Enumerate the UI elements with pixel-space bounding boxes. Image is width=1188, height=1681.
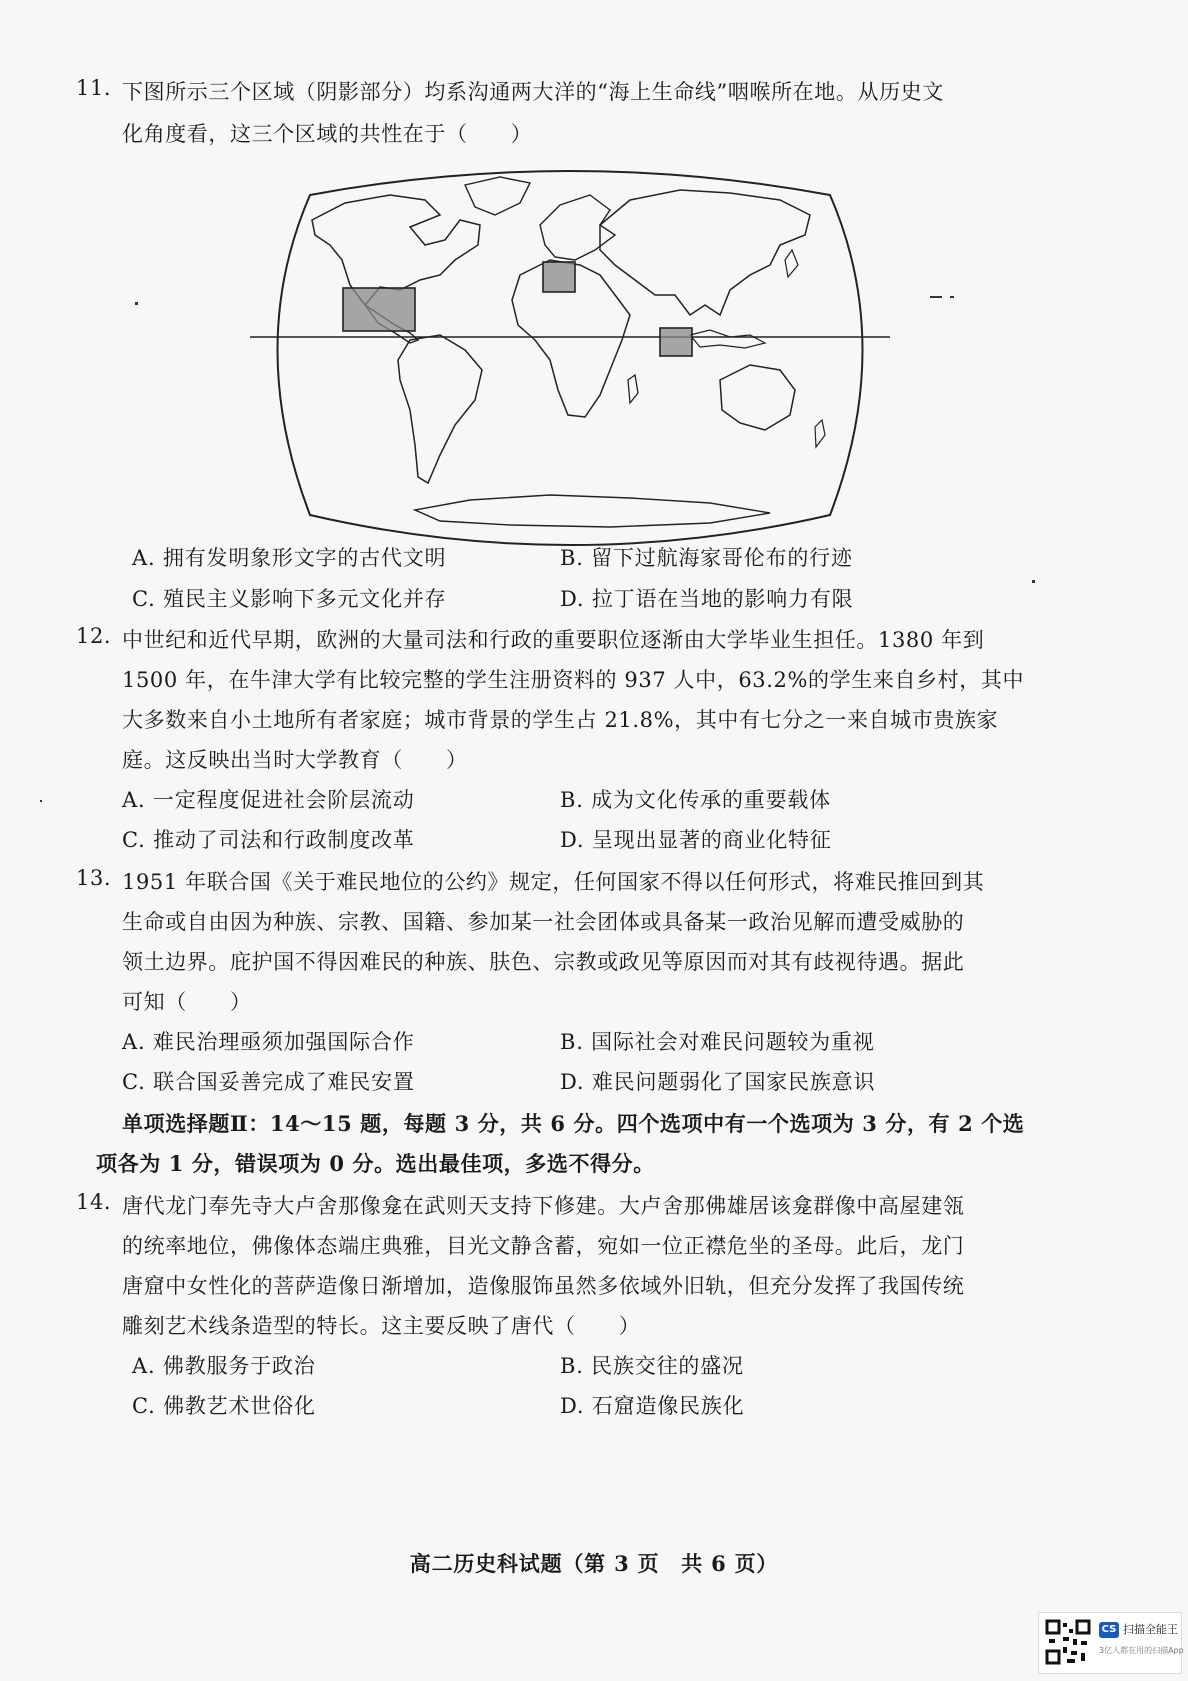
continent-antarctica [415, 495, 770, 527]
question-11-option-c: C. 殖民主义影响下多元文化并存 [132, 587, 447, 611]
question-14-option-c: C. 佛教艺术世俗化 [132, 1394, 316, 1418]
question-14-option-b: B. 民族交往的盛况 [560, 1354, 744, 1378]
region-malacca-box [660, 328, 692, 356]
continent-south-america [398, 335, 482, 483]
landmass-madagascar [628, 375, 638, 403]
question-12-stem-line-1: 中世纪和近代早期，欧洲的大量司法和行政的重要职位逐渐由大学毕业生担任。1380 年到 [122, 628, 985, 652]
question-13-option-d: D. 难民问题弱化了国家民族意识 [560, 1070, 876, 1094]
scanner-app-tagline: 3亿人都在用的扫描App [1099, 1646, 1184, 1655]
question-11-stem-line-2: 化角度看，这三个区域的共性在于（ ） [122, 122, 533, 146]
world-map-svg [250, 165, 890, 560]
question-13-stem-line-1: 1951 年联合国《关于难民地位的公约》规定，任何国家不得以任何形式，将难民推回到其 [122, 870, 985, 894]
question-11-stem-line-1: 下图所示三个区域（阴影部分）均系沟通两大洋的“海上生命线”咽喉所在地。从历史文 [122, 80, 944, 104]
question-12-option-d: D. 呈现出显著的商业化特征 [560, 828, 832, 852]
question-13-number: 13. [76, 866, 112, 890]
qr-code-icon [1045, 1619, 1091, 1665]
scanner-app-badge [1038, 1612, 1182, 1674]
section-2-line-1: 单项选择题Ⅱ：14～15 题，每题 3 分，共 6 分。四个选项中有一个选项为 3 分，有 2 个选 [122, 1111, 1025, 1136]
question-14-number: 14. [76, 1190, 112, 1214]
question-11-option-b: B. 留下过航海家哥伦布的行迹 [560, 546, 853, 570]
page-footer: 高二历史科试题（第 3 页 共 6 页） [409, 1551, 779, 1576]
question-11-option-a: A. 拥有发明象形文字的古代文明 [132, 546, 447, 570]
scan-speck [1032, 580, 1035, 583]
scan-speck [40, 800, 42, 802]
map-frame [278, 171, 863, 545]
section-2-line-2: 项各为 1 分，错误项为 0 分。选出最佳项，多选不得分。 [96, 1151, 655, 1176]
question-14-stem-line-2: 的统率地位，佛像体态端庄典雅，目光文静含蓄，宛如一位正襟危坐的圣母。此后，龙门 [122, 1234, 965, 1258]
question-14-stem-line-4: 雕刻艺术线条造型的特长。这主要反映了唐代（ ） [122, 1314, 641, 1338]
question-14-option-a: A. 佛教服务于政治 [132, 1354, 316, 1378]
question-13-option-b: B. 国际社会对难民问题较为重视 [560, 1030, 875, 1054]
continent-australia [720, 365, 795, 430]
landmass-japan [785, 250, 798, 277]
scanner-app-name: 扫描全能王 [1123, 1623, 1178, 1636]
question-12-option-c: C. 推动了司法和行政制度改革 [122, 828, 415, 852]
question-13-stem-line-2: 生命或自由因为种族、宗教、国籍、参加某一社会团体或具备某一政治见解而遭受威胁的 [122, 910, 965, 934]
question-12-stem-line-3: 大多数来自小土地所有者家庭；城市背景的学生占 21.8%，其中有七分之一来自城市贵族家 [122, 708, 999, 732]
continent-asia [600, 190, 810, 315]
cs-logo-icon: CS [1099, 1622, 1119, 1638]
question-14-stem-line-3: 唐窟中女性化的菩萨造像日渐增加，造像服饰虽然多依域外旧轨，但充分发挥了我国传统 [122, 1274, 965, 1298]
world-map-figure [250, 165, 890, 560]
question-12-number: 12. [76, 624, 112, 648]
question-14-option-d: D. 石窟造像民族化 [560, 1394, 745, 1418]
question-13-option-c: C. 联合国妥善完成了难民安置 [122, 1070, 415, 1094]
scan-speck [135, 302, 138, 305]
question-12-stem-line-2: 1500 年，在牛津大学有比较完整的学生注册资料的 937 人中，63.2%的学生来自乡村，其中 [122, 668, 1025, 692]
question-11-option-d: D. 拉丁语在当地的影响力有限 [560, 587, 854, 611]
landmass-greenland [465, 177, 530, 215]
question-13-stem-line-3: 领土边界。庇护国不得因难民的种族、肤色、宗教或政见等原因而对其有歧视待遇。据此 [122, 950, 965, 974]
question-13-stem-line-4: 可知（ ） [122, 990, 252, 1014]
landmass-new-zealand [815, 420, 825, 447]
question-11-number: 11. [76, 76, 112, 100]
region-caribbean-box [343, 288, 415, 331]
question-12-option-a: A. 一定程度促进社会阶层流动 [122, 788, 415, 812]
question-14-stem-line-1: 唐代龙门奉先寺大卢舍那像龛在武则天支持下修建。大卢舍那佛雄居该龛群像中高屋建瓴 [122, 1194, 965, 1218]
continent-europe [540, 195, 615, 260]
region-suez-box [543, 262, 575, 292]
scan-speck [930, 296, 942, 298]
scan-speck [950, 296, 954, 298]
question-12-stem-line-4: 庭。这反映出当时大学教育（ ） [122, 748, 468, 772]
landmass-indonesia [690, 330, 765, 348]
question-12-option-b: B. 成为文化传承的重要载体 [560, 788, 831, 812]
question-13-option-a: A. 难民治理亟须加强国际合作 [122, 1030, 415, 1054]
